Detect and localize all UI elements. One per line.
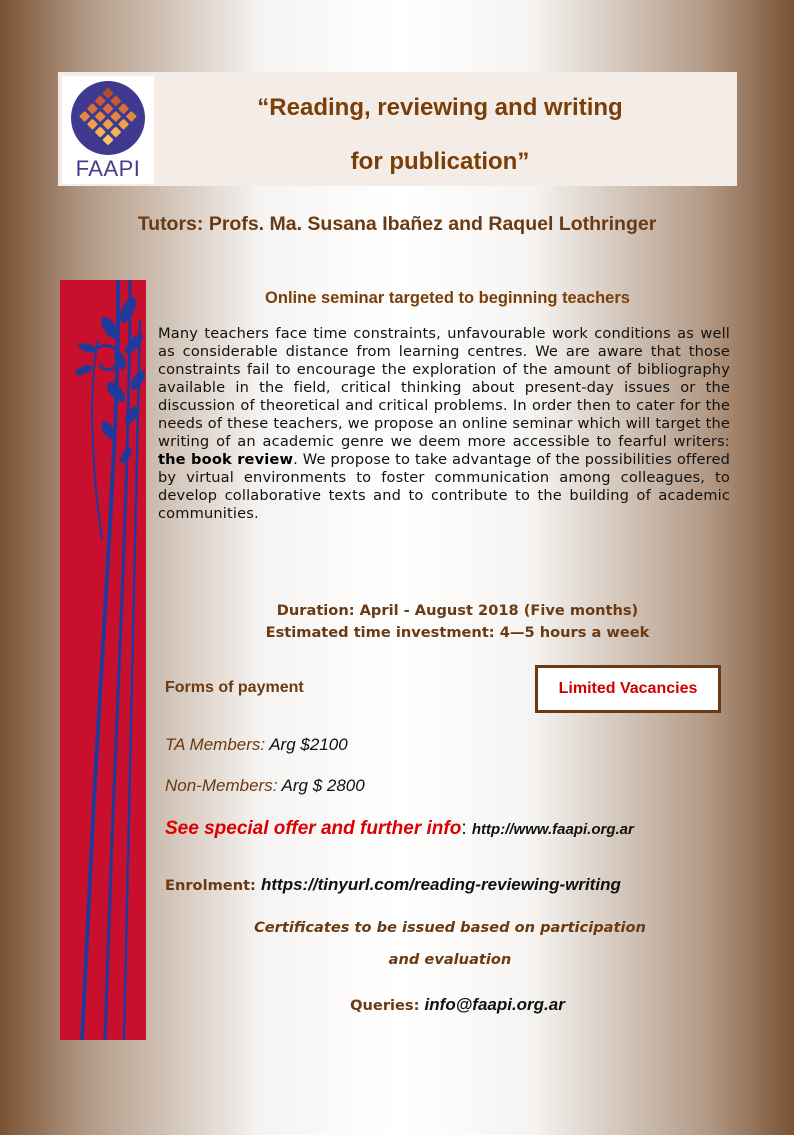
description-text-2: . We propose to take advantage of the possibilities offered by virtual environments to foster communication among colleagues, to develop collaborative texts and to contribute to the building of academic communities. bbox=[158, 451, 731, 522]
nonmembers-price bbox=[165, 776, 365, 796]
queries-line bbox=[160, 995, 755, 1015]
description-text-1: Many teachers face time constraints, unfavourable work conditions as well as considerable distance from learning centres. We are aware that those constraints fail to encourage the exploration of the amount of bibliography available in the field, critical thinking about present-day issues or the discussion of theoretical and critical problems. In order then to cater for the needs of these teachers, we propose an online seminar which will target the writing of an academic genre we deem more accessible to fearful writers: bbox=[158, 325, 730, 450]
certificates-line-2: and evaluation bbox=[388, 951, 512, 968]
members-label: TA Members: bbox=[165, 735, 270, 754]
tutors-line: Tutors: Profs. Ma. Susana Ibañez and Raquel Lothringer bbox=[137, 213, 657, 235]
certificates-line-1: Certificates to be issued based on participation bbox=[254, 919, 646, 936]
special-offer-text: See special offer and further info bbox=[165, 818, 462, 839]
title-line-2: for publication” bbox=[350, 148, 530, 175]
special-offer-colon: : bbox=[461, 818, 472, 839]
faapi-logo bbox=[62, 76, 154, 184]
members-price bbox=[165, 735, 348, 755]
seminar-subtitle: Online seminar targeted to beginning teachers bbox=[265, 289, 630, 307]
nonmembers-label: Non-Members: bbox=[165, 776, 282, 795]
payment-heading: Forms of payment bbox=[165, 679, 304, 696]
floral-decoration-strip bbox=[58, 280, 148, 1040]
duration-line: Duration: April - August 2018 (Five months) bbox=[276, 602, 639, 619]
description-emphasis: the book review bbox=[158, 451, 294, 468]
faapi-website-link[interactable]: http://www.faapi.org.ar bbox=[471, 821, 634, 838]
enrolment-label: Enrolment: bbox=[165, 877, 261, 894]
queries-label: Queries: bbox=[350, 997, 425, 1014]
members-amount: Arg $2100 bbox=[269, 735, 348, 754]
seminar-description bbox=[158, 325, 730, 523]
nonmembers-amount: Arg $ 2800 bbox=[281, 776, 365, 795]
time-investment-line: Estimated time investment: 4—5 hours a week bbox=[265, 624, 650, 641]
logo-emblem-icon bbox=[70, 80, 146, 156]
title-line-1: “Reading, reviewing and writing bbox=[257, 94, 623, 121]
special-offer-line bbox=[165, 818, 634, 840]
vacancies-label: Limited Vacancies bbox=[558, 680, 698, 697]
queries-email-link[interactable]: info@faapi.org.ar bbox=[424, 995, 565, 1014]
logo-text: FAAPI bbox=[75, 156, 141, 181]
limited-vacancies-badge bbox=[535, 665, 721, 713]
enrolment-link[interactable]: https://tinyurl.com/reading-reviewing-writing bbox=[260, 875, 621, 894]
enrolment-line bbox=[165, 875, 621, 895]
